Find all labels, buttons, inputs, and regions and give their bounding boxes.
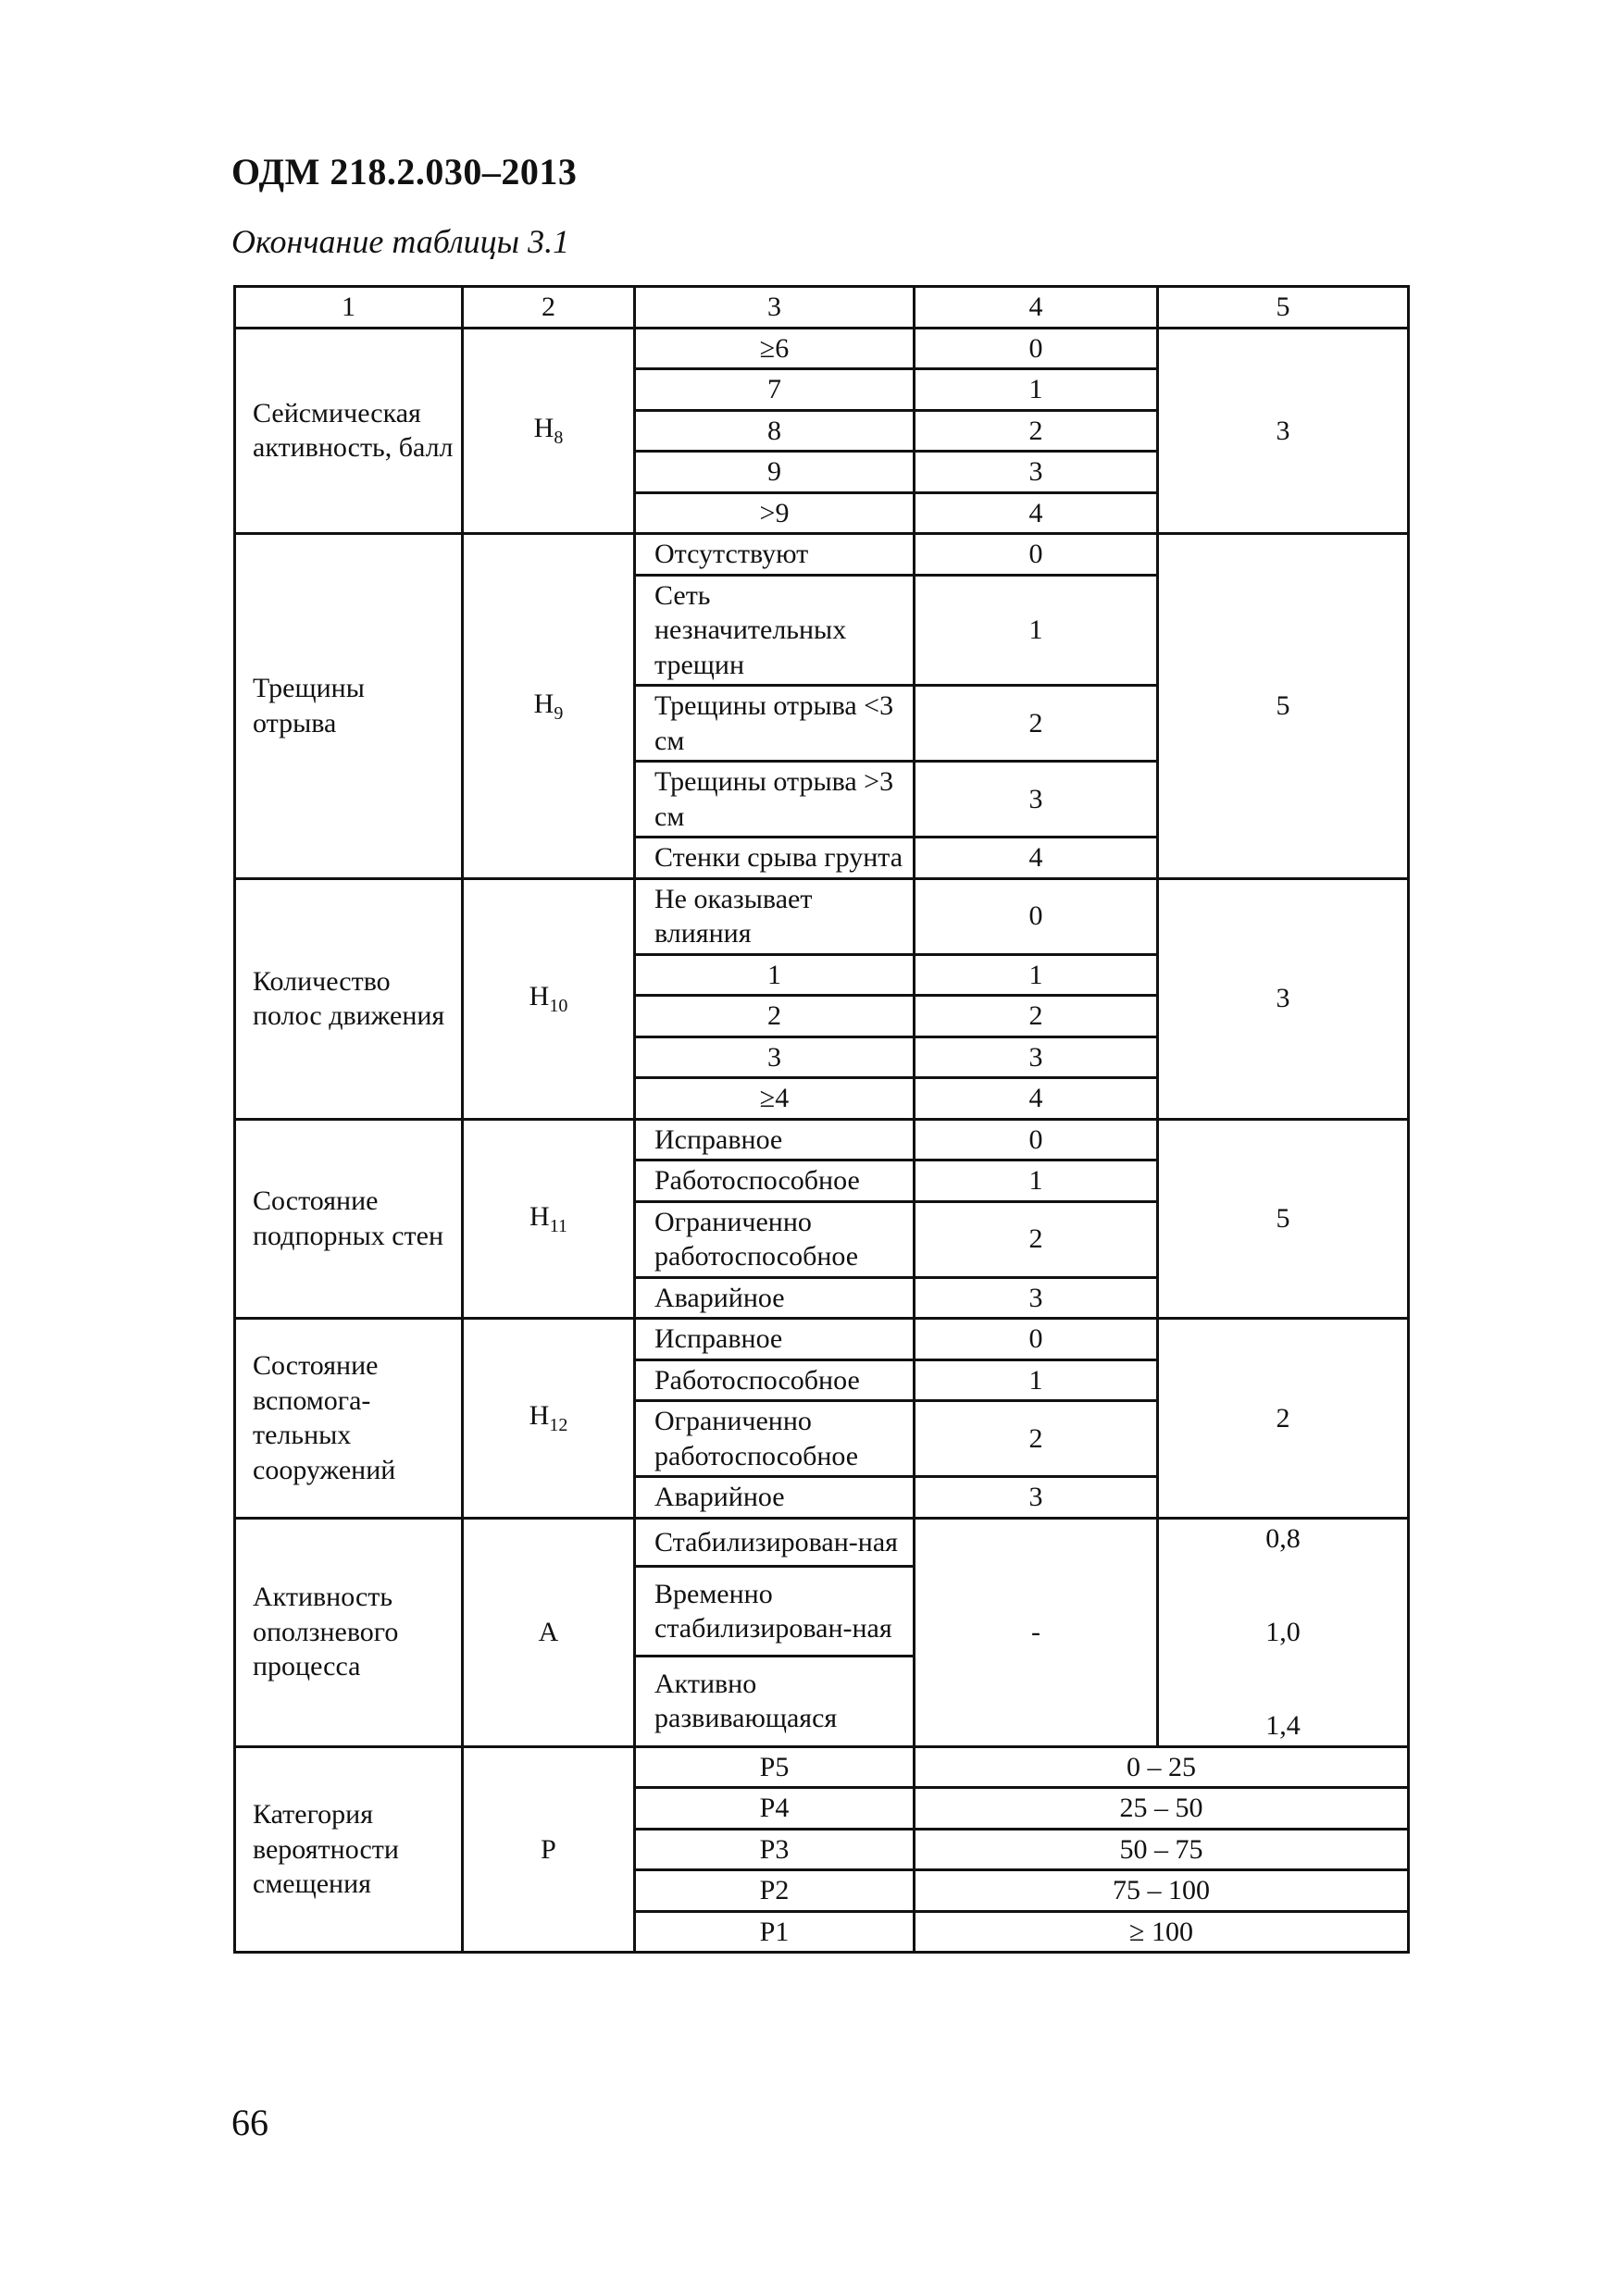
score-cell: 0: [915, 1319, 1158, 1360]
column-header-2: 2: [463, 287, 635, 329]
value-cell: 3: [635, 1036, 915, 1078]
weight-cell: [1158, 1518, 1409, 1746]
score-cell: 4: [915, 1078, 1158, 1120]
score-cell: 2: [915, 686, 1158, 762]
column-header-1: 1: [235, 287, 463, 329]
table-row: [235, 1518, 1409, 1567]
score-cell: 3: [915, 452, 1158, 493]
parameter-name: Количество полос движения: [235, 878, 463, 1119]
score-cell: 1: [915, 575, 1158, 686]
parameter-name: Состояние вспомога-тельных сооружений: [235, 1319, 463, 1519]
table-row: [235, 1319, 1409, 1360]
value-cell: Не оказывает влияния: [635, 878, 915, 954]
value-cell: P5: [635, 1746, 915, 1788]
range-cell: ≥ 100: [915, 1911, 1409, 1953]
range-cell: 25 – 50: [915, 1788, 1409, 1830]
value-cell: Временно стабилизирован-ная: [635, 1567, 915, 1657]
weight-cell: 3: [1158, 328, 1409, 534]
value-cell: P2: [635, 1870, 915, 1912]
score-cell: 2: [915, 996, 1158, 1037]
document-code: ОДМ 218.2.030–2013: [231, 151, 578, 192]
value-cell: 1: [635, 954, 915, 996]
value-cell: 9: [635, 452, 915, 493]
weight-cell: 5: [1158, 534, 1409, 879]
parameter-name: Категория вероятности смещения: [235, 1746, 463, 1953]
value-cell: Ограниченно работоспособное: [635, 1201, 915, 1277]
parameter-code: $H_{12}$: [463, 1319, 635, 1519]
value-cell: P4: [635, 1788, 915, 1830]
score-cell: 2: [915, 1201, 1158, 1277]
weight-cell: 2: [1158, 1319, 1409, 1519]
range-cell: 0 – 25: [915, 1746, 1409, 1788]
table-header-row: [235, 287, 1409, 329]
table-row: [235, 1746, 1409, 1788]
table-row: [235, 328, 1409, 369]
value-cell: Трещины отрыва <3 см: [635, 686, 915, 762]
score-cell: 1: [915, 369, 1158, 411]
range-cell: 50 – 75: [915, 1829, 1409, 1870]
value-cell: ≥4: [635, 1078, 915, 1120]
column-header-3: 3: [635, 287, 915, 329]
score-cell: -: [915, 1518, 1158, 1746]
weight-cell: 5: [1158, 1119, 1409, 1319]
table-continuation-caption: Окончание таблицы 3.1: [231, 223, 570, 260]
score-cell: 2: [915, 410, 1158, 452]
score-cell: 1: [915, 1359, 1158, 1401]
score-cell: 4: [915, 838, 1158, 879]
value-cell: Работоспособное: [635, 1359, 915, 1401]
value-cell: 2: [635, 996, 915, 1037]
value-cell: Трещины отрыва >3 см: [635, 762, 915, 838]
value-cell: Аварийное: [635, 1277, 915, 1319]
weight-value: 0,8: [1265, 1522, 1301, 1554]
score-cell: 3: [915, 1477, 1158, 1519]
score-cell: 2: [915, 1401, 1158, 1477]
value-cell: Ограниченно работоспособное: [635, 1401, 915, 1477]
score-cell: 4: [915, 492, 1158, 534]
value-cell: P1: [635, 1911, 915, 1953]
value-cell: 7: [635, 369, 915, 411]
value-cell: 8: [635, 410, 915, 452]
parameter-code: $H_{10}$: [463, 878, 635, 1119]
score-cell: 0: [915, 1119, 1158, 1160]
score-cell: 1: [915, 1160, 1158, 1202]
table-row: [235, 1119, 1409, 1160]
parameter-code: A: [463, 1518, 635, 1746]
table-row: [235, 534, 1409, 576]
score-cell: 3: [915, 1277, 1158, 1319]
page-number: 66: [231, 2102, 268, 2143]
value-cell: Сеть незначительных трещин: [635, 575, 915, 686]
score-cell: 3: [915, 762, 1158, 838]
parameter-code: $H_8$: [463, 328, 635, 534]
score-cell: 0: [915, 534, 1158, 576]
column-header-4: 4: [915, 287, 1158, 329]
table-row: [235, 878, 1409, 954]
value-cell: P3: [635, 1829, 915, 1870]
value-cell: Работоспособное: [635, 1160, 915, 1202]
parameter-code: $H_9$: [463, 534, 635, 879]
range-cell: 75 – 100: [915, 1870, 1409, 1912]
parameter-name: Сейсмическая активность, балл: [235, 328, 463, 534]
value-cell: ≥6: [635, 328, 915, 369]
parameters-table: [233, 285, 1410, 1954]
weight-cell: 3: [1158, 878, 1409, 1119]
value-cell: Аварийное: [635, 1477, 915, 1519]
parameter-code: $H_{11}$: [463, 1119, 635, 1319]
value-cell: Отсутствуют: [635, 534, 915, 576]
value-cell: Исправное: [635, 1319, 915, 1360]
value-cell: Активно развивающаяся: [635, 1657, 915, 1746]
column-header-5: 5: [1158, 287, 1409, 329]
score-cell: 0: [915, 878, 1158, 954]
score-cell: 1: [915, 954, 1158, 996]
weight-value: 1,4: [1265, 1710, 1301, 1741]
value-cell: Стенки срыва грунта: [635, 838, 915, 879]
parameter-name: Трещины отрыва: [235, 534, 463, 879]
parameter-code: P: [463, 1746, 635, 1953]
score-cell: 3: [915, 1036, 1158, 1078]
parameter-name: Активность оползневого процесса: [235, 1518, 463, 1746]
value-cell: Стабилизирован-ная: [635, 1518, 915, 1567]
value-cell: Исправное: [635, 1119, 915, 1160]
weight-value: 1,0: [1265, 1616, 1301, 1647]
value-cell: >9: [635, 492, 915, 534]
parameter-name: Состояние подпорных стен: [235, 1119, 463, 1319]
score-cell: 0: [915, 328, 1158, 369]
